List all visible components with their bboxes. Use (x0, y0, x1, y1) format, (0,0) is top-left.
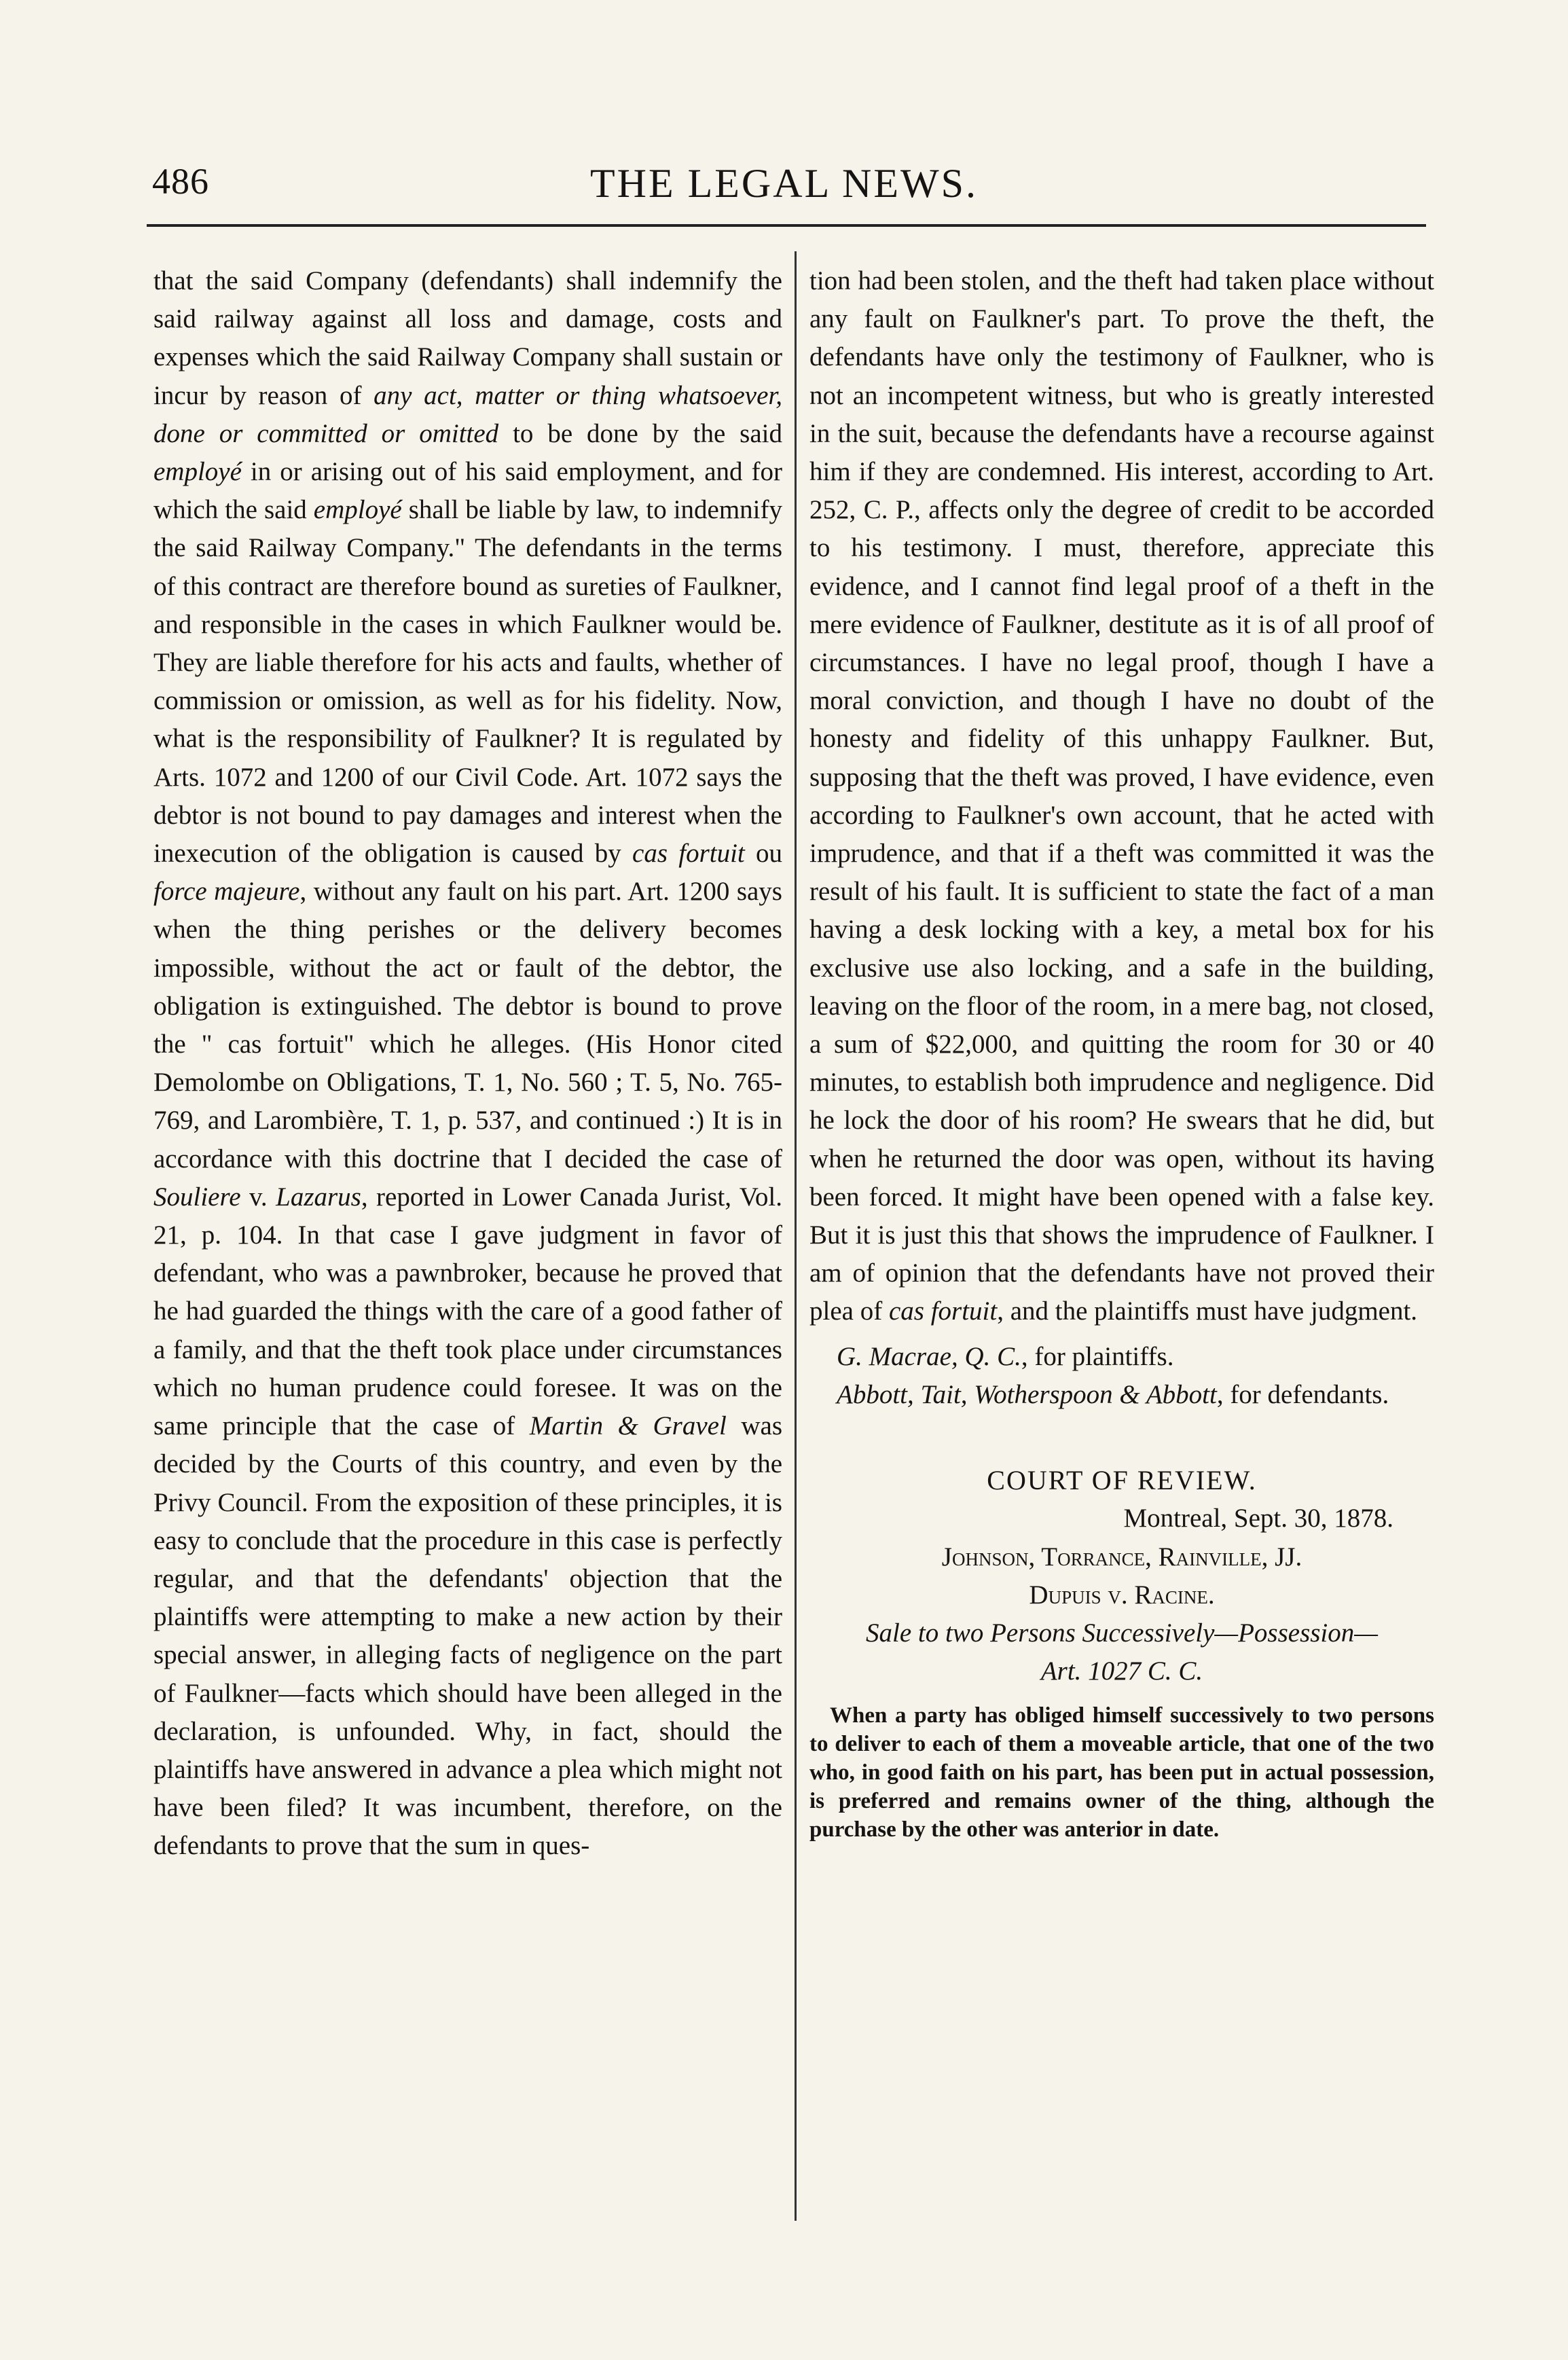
right-column (809, 262, 1434, 1844)
headnote-title: Sale to two Persons Successively—Possession— Art. 1027 C. C. (866, 1618, 1378, 1686)
court-title: COURT OF REVIEW. (987, 1465, 1257, 1496)
page-number: 486 (152, 161, 209, 202)
column-divider (795, 251, 797, 2221)
header-rule (147, 224, 1426, 227)
headnote: When a party has obliged himself successively to two persons to deliver to each of them a moveable article, that one of the two who, in good faith on his part, has been put in actual possession, is preferred and remains owner of the thing, although the purchase by the other was anterior in date. (809, 1703, 1434, 1842)
date-line: Montreal, Sept. 30, 1878. (1123, 1504, 1393, 1533)
counsel-defendants: Abbott, Tait, Wotherspoon & Abbott, for defendants. (837, 1379, 1389, 1409)
counsel-plaintiffs: G. Macrae, Q. C., for plaintiffs. (837, 1341, 1174, 1371)
case-name: Dupuis v. Racine. (1029, 1580, 1215, 1610)
left-column (153, 262, 782, 1866)
left-paragraph: that the said Company (defendants) shall indemnify the said railway against all loss and damage, costs and expenses which the said Railway Company shall sustain or incur by reason of any act, matter or thing whatsoever, done or committed or omitted to be done by the said employé in or arising out of his said employment, and for which the said employé shall be liable by law, to indemnify the said Railway Company." The defendants in the terms of this contract are therefore bound as sureties of Faulkner, and responsible in the cases in which Faulkner would be. They are liable therefore for his acts and faults, whether of commission or omission, as well as for his fidelity. Now, what is the responsibility of Faulkner? It is regulated by Arts. 1072 and 1200 of our Civil Code. Art. 1072 says the debtor is not bound to pay damages and interest when the inexecution of the obligation is caused by cas fortuit ou force majeure, without any fault on his part. Art. 1200 says when the thing perishes or the delivery becomes impossible, without the act or fault of the debtor, the obligation is extinguished. The debtor is bound to prove the " cas fortuit" which he alleges. (His Honor cited Demolombe on Obligations, T. 1, No. 560 ; T. 5, No. 765-769, and Larombière, T. 1, p. 537, and continued :) It is in accordance with this doctrine that I decided the case of Souliere v. Lazarus, reported in Lower Canada Jurist, Vol. 21, p. 104. In that case I gave judgment in favor of defendant, who was a pawnbroker, because he proved that he had guarded the things with the care of a good father of a family, and that the theft took place under circumstances which no human prudence could foresee. It was on the same principle that the case of Martin & Gravel was decided by the Courts of this country, and even by the Privy Council. From the exposition of these principles, it is easy to conclude that the procedure in this case is perfectly regular, and that the defendants' objection that the plaintiffs were attempting to make a new action by their special answer, in alleging facts of negligence on the part of Faulkner—facts which should have been alleged in the declaration, is unfounded. Why, in fact, should the plaintiffs have answered in advance a plea which might not have been filed? It was incumbent, therefore, on the defendants to prove that the sum in ques- (153, 266, 783, 1861)
right-paragraph: tion had been stolen, and the theft had taken place without any fault on Faulkner's part. To prove the theft, the defendants have only the testimony of Faulkner, who is not an incompetent witness, but who is greatly interested in the suit, because the defendants have a recourse against him if they are condemned. His interest, according to Art. 252, C. P., affects only the degree of credit to be accorded to his testimony. I must, therefore, appreciate this evidence, and I cannot find legal proof of a theft in the mere evidence of Faulkner, destitute as it is of all proof of circumstances. I have no legal proof, though I have a moral conviction, and though I have no doubt of the honesty and fidelity of this unhappy Faulkner. But, supposing that the theft was proved, I have evidence, even according to Faulkner's own account, that he acted with imprudence, and that if a theft was committed it was the result of his fault. It is sufficient to state the fact of a man having a desk locking with a key, a metal box for his exclusive use also locking, and a safe in the building, leaving on the floor of the room, in a mere bag, not closed, a sum of $22,000, and quitting the room for 30 or 40 minutes, to establish both imprudence and negligence. Did he lock the door of his room? He swears that he did, but when he returned the door was open, without its having been forced. It might have been opened with a false key. But it is just this that shows the imprudence of Faulkner. I am of opinion that the defendants have not proved their plea of cas fortuit, and the plaintiffs must have judgment. (809, 266, 1434, 1326)
judges: Johnson, Torrance, Rainville, JJ. (941, 1542, 1302, 1572)
running-head: THE LEGAL NEWS. (590, 161, 978, 206)
